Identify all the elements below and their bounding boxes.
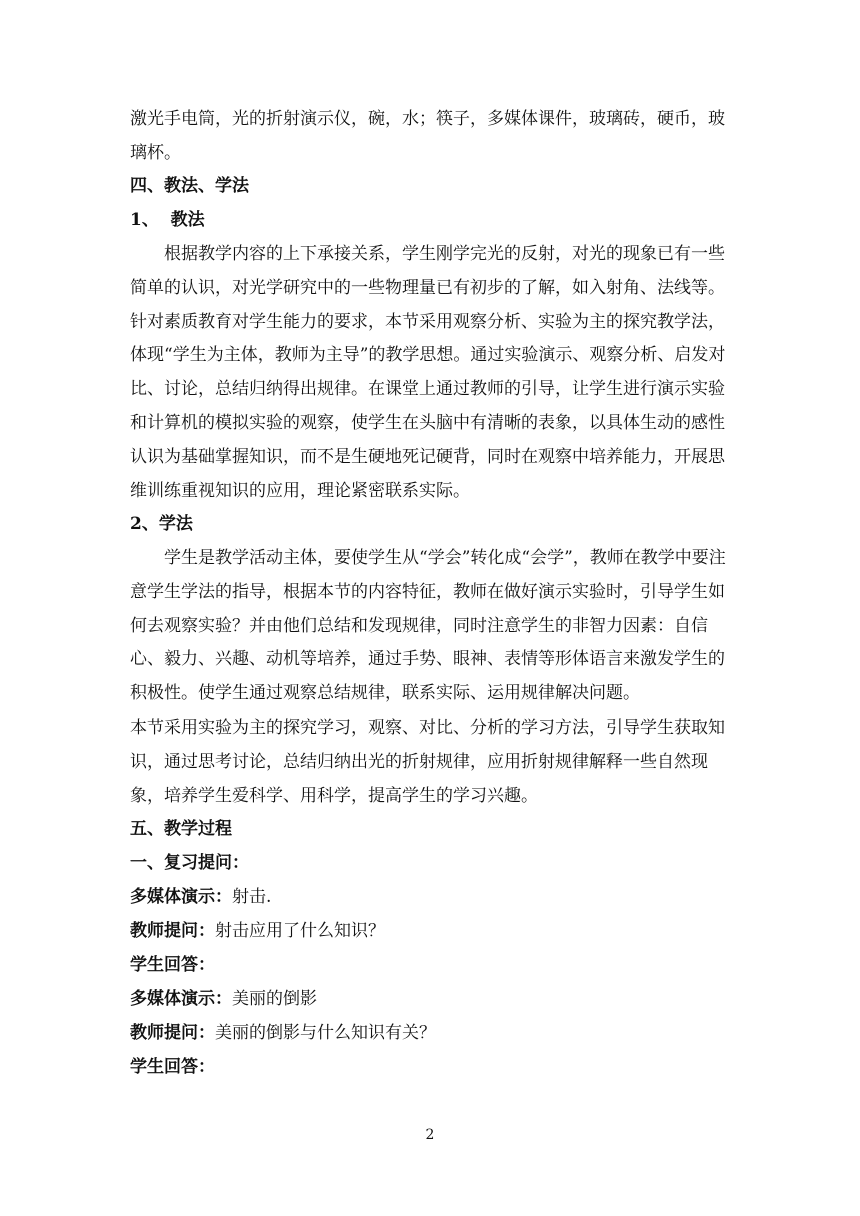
process-item-text: 美丽的倒影 <box>232 989 317 1009</box>
process-item <box>130 915 730 949</box>
process-item <box>130 949 730 983</box>
materials-paragraph: 激光手电筒，光的折射演示仪，碗，水；筷子，多媒体课件，玻璃砖，硬币，玻璃杯。 <box>130 109 725 163</box>
process-item <box>130 881 730 915</box>
process-item <box>130 1051 730 1085</box>
learning-method-heading: 2、学法 <box>130 514 193 534</box>
review-questions-heading: 一、复习提问： <box>130 853 249 873</box>
process-item-label: 学生回答： <box>130 955 215 975</box>
teaching-method-paragraph: 根据教学内容的上下承接关系，学生刚学完光的反射，对光的现象已有一些简单的认识，对光学研究中的一些物理量已有初步的了解，如入射角、法线等。针对素质教育对学生能力的要求，本节采用观察分析、实验为主的探究教学法，体现“学生为主体，教师为主导”的教学思想。通过实验演示、观察分析、启发对比、讨论，总结归纳得出规律。在课堂上通过教师的引导，让学生进行演示实验和计算机的模拟实验的观察，使学生在头脑中有清晰的表象，以具体生动的感性认识为基础掌握知识，而不是生硬地死记硬背，同时在观察中培养能力，开展思维训练重视知识的应用，理论紧密联系实际。 <box>130 244 726 501</box>
process-item <box>130 983 730 1017</box>
section-5-heading: 五、教学过程 <box>130 819 232 839</box>
process-item-label: 多媒体演示： <box>130 887 232 907</box>
process-item-label: 教师提问： <box>130 1023 215 1043</box>
section-4-heading: 四、教法、学法 <box>130 176 249 196</box>
process-item-text: 美丽的倒影与什么知识有关？ <box>215 1023 436 1043</box>
process-item-text: 射击应用了什么知识？ <box>215 921 385 941</box>
process-item <box>130 1017 730 1051</box>
process-item-text: 射击. <box>232 887 272 907</box>
learning-method-paragraph-1: 学生是教学活动主体，要使学生从“学会”转化成“会学”，教师在教学中要注意学生学法的指导，根据本节的内容特征，教师在做好演示实验时，引导学生如何去观察实验？并由他们总结和发现规律，同时注意学生的非智力因素：自信心、毅力、兴趣、动机等培养，通过手势、眼神、表情等形体语言来激发学生的积极性。使学生通过观察总结规律，联系实际、运用规律解决问题。 <box>130 548 726 704</box>
learning-method-paragraph-2: 本节采用实验为主的探究学习，观察、对比、分析的学习方法，引导学生获取知识，通过思考讨论，总结归纳出光的折射规律，应用折射规律解释一些自然现象，培养学生爱科学、用科学，提高学生的学习兴趣。 <box>130 718 725 806</box>
process-item-label: 多媒体演示： <box>130 989 232 1009</box>
process-item-label: 学生回答： <box>130 1057 215 1077</box>
teaching-method-heading: 1、 教法 <box>130 210 205 230</box>
process-item-label: 教师提问： <box>130 921 215 941</box>
page-number: 2 <box>425 1127 435 1143</box>
